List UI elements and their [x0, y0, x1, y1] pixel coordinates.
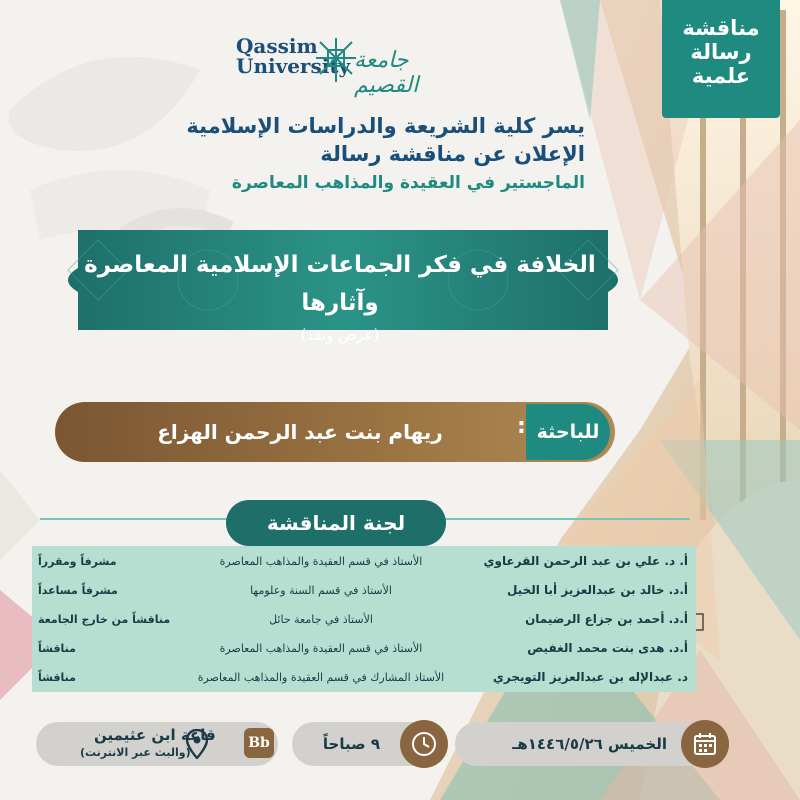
researcher-name: ريهام بنت عبد الرحمن الهزاع [157, 420, 443, 444]
calendar-icon [681, 720, 729, 768]
thesis-badge [662, 0, 780, 118]
committee-row [32, 663, 696, 692]
event-date: الخميس ١٤٤٦/٥/٢٦هـ [512, 735, 667, 753]
committee-row [32, 576, 696, 605]
intro-line-college: يسر كلية الشريعة والدراسات الإسلامية [186, 114, 585, 138]
member-name: د. عبدالإله بن عبدالعزيز التويجري [492, 670, 688, 684]
clock-icon [400, 720, 448, 768]
date-pill [455, 722, 723, 766]
member-title: الأستاذ في قسم العقيدة والمذاهب المعاصرة [219, 555, 423, 568]
event-time: ٩ صباحاً [322, 735, 380, 753]
logo-arabic: جامعة القصيم [354, 48, 419, 98]
logo-en-line2: University [236, 54, 351, 78]
intro-line-degree: الماجستير في العقيدة والمذاهب المعاصرة [231, 173, 585, 193]
badge-line: علمية [691, 64, 751, 88]
badge-line: مناقشة [682, 16, 760, 40]
badge-line: رسالة [690, 40, 752, 64]
committee-row [32, 634, 696, 663]
blackboard-logo: Bb [244, 728, 274, 758]
university-logo [236, 30, 462, 98]
committee-title: لجنة المناقشة [226, 500, 446, 546]
thesis-subtitle: (عرض ونقد) [300, 326, 380, 344]
thesis-title-block [60, 246, 620, 348]
event-location-note: (والبث عبر الانترنت) [80, 746, 191, 759]
logo-emblem-icon [316, 38, 356, 82]
member-title: الأستاذ في قسم العقيدة والمذاهب المعاصرة [219, 642, 423, 655]
time-pill [292, 722, 442, 766]
member-role: مناقشاً من خارج الجامعة [38, 613, 171, 626]
location-pill [36, 722, 278, 766]
member-role: مناقشاً [38, 671, 76, 684]
member-role: مشرفاً ومقرراً [38, 555, 117, 568]
event-location: قاعة ابن عثيمين [94, 726, 216, 744]
member-role: مشرفاً مساعداً [38, 584, 118, 597]
member-name: أ.د. هدى بنت محمد الغفيص [527, 641, 688, 655]
intro-line-announcement: الإعلان عن مناقشة رسالة [320, 142, 585, 166]
member-title: الأستاذ في قسم السنة وعلومها [250, 584, 392, 597]
member-name: أ.د. أحمد بن جزاع الرضيمان [525, 612, 688, 626]
thesis-title: الخلافة في فكر الجماعات الإسلامية المعاصرة وآثارها [84, 252, 596, 316]
member-name: أ. د. علي بن عبد الرحمن القرعاوي [483, 554, 688, 568]
member-name: أ.د. خالد بن عبدالعزيز أبا الخيل [506, 583, 688, 597]
researcher-colon: : [517, 414, 526, 439]
member-title: الأستاذ في جامعة حائل [269, 613, 373, 626]
member-role: مناقشاً [38, 642, 76, 655]
member-title: الأستاذ المشارك في قسم العقيدة والمذاهب المعاصرة [197, 671, 445, 684]
announcement-intro [165, 112, 585, 198]
committee-row [32, 605, 696, 634]
committee-row [32, 547, 696, 576]
researcher-label: للباحثة [526, 404, 610, 460]
logo-en-line1: Qassim [236, 34, 318, 58]
